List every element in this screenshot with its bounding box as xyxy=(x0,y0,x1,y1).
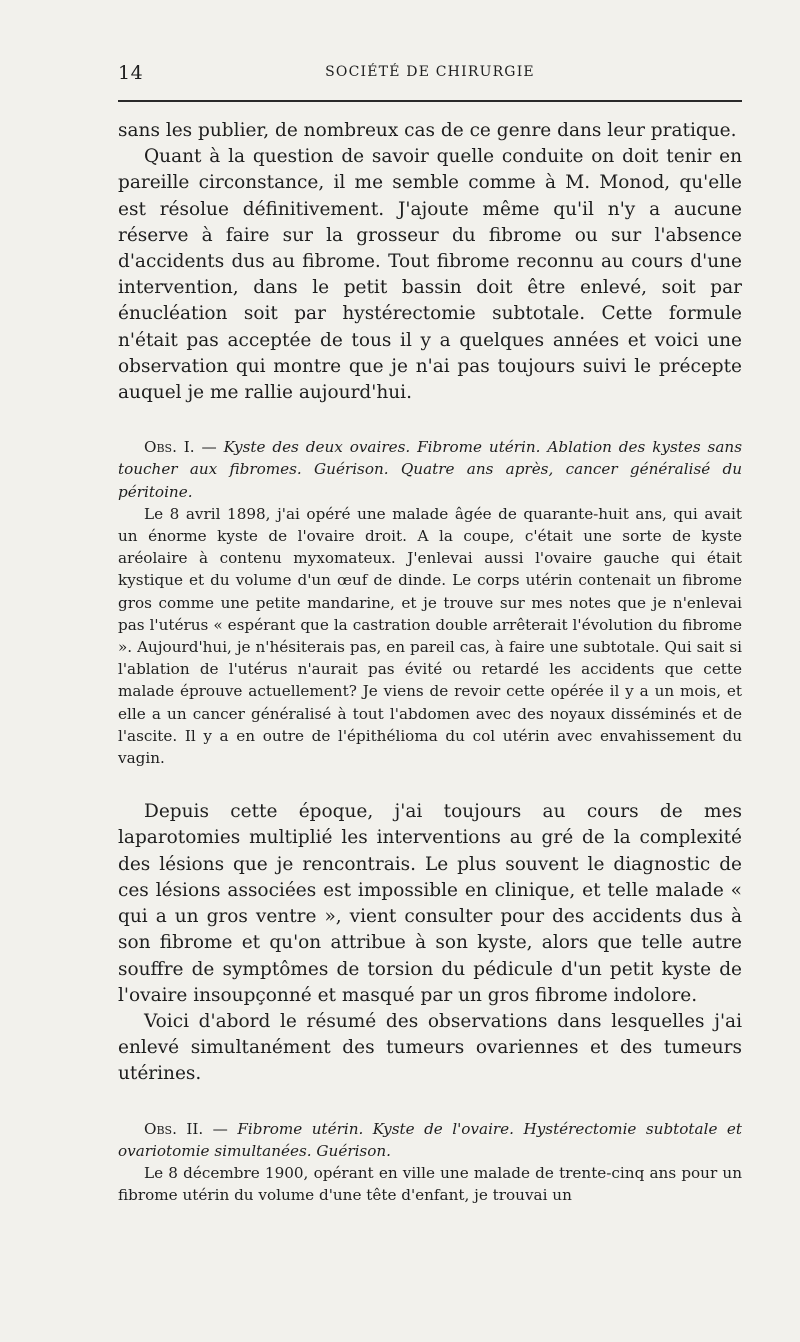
header-rule xyxy=(118,100,742,102)
observation-1-heading xyxy=(118,436,742,503)
observation-2-text: Le 8 décembre 1900, opérant en ville une malade de trente-cinq ans pour un fibrome utérin du volume d'une tête d'enfant, je trouvai un xyxy=(118,1163,742,1205)
observation-2-label: Obs. II. xyxy=(144,1119,204,1138)
observation-1-label: Obs. I. xyxy=(144,438,195,457)
observation-1-text: Le 8 avril 1898, j'ai opéré une malade âgée de quarante-huit ans, qui avait un énorme kyste de l'ovaire droit. A la coupe, c'était une sorte de kyste aréolaire à contenu myxomateux. J'enlevai aussi l'ovaire gauche qui était kystique et du volume d'un œuf de dinde. Le corps utérin contenait un fibrome gros comme une petite mandarine, et je trouve sur mes notes que je n'enlevai pas l'utérus « espérant que la castration double arrêterait l'évolution du fibrome ». Aujourd'hui, je n'hésiterais pas, en pareil cas, à faire une subtotale. Qui sait si l'ablation de l'utérus n'aurait pas évité ou retardé les accidents que cette malade éprouve actuellement? Je viens de revoir cette opérée il y a un mois, et elle a un cancer généralisé à tout l'abdomen avec des noyaux disséminés et de l'ascite. Il y a en outre de l'épithélioma du col utérin avec envahissement du vagin. xyxy=(118,504,742,768)
paragraph-3: Depuis cette époque, j'ai toujours au cours de mes laparotomies multiplié les interventions au gré de la complexité des lésions que je rencontrais. Le plus souvent le diagnostic de ces lésions associées est impossible en clinique, et telle malade « qui a un gros ventre », vient consulter pour des accidents dus à son fibrome et qu'on attribue à son kyste, alors que telle autre souffre de symptômes de torsion du pédicule d'un petit kyste de l'ovaire insoupçonné et masqué par un gros fibrome indolore. xyxy=(118,801,742,1006)
observation-1-title: Kyste des deux ovaires. Fibrome utérin. Ablation des kystes sans toucher aux fibromes. Guérison. Quatre ans après, cancer généralisé du péritoine. xyxy=(118,438,742,501)
spacer xyxy=(118,769,742,799)
paragraph-4: Voici d'abord le résumé des observations dans lesquelles j'ai enlevé simultanément des tumeurs ovariennes et des tumeurs utérines. xyxy=(118,1010,742,1085)
observation-2-heading xyxy=(118,1118,742,1162)
page-number: 14 xyxy=(118,62,144,84)
running-head: SOCIÉTÉ DE CHIRURGIE xyxy=(325,64,535,80)
observation-2-dash: — xyxy=(203,1119,238,1138)
page-header xyxy=(118,60,742,90)
observation-2-title: Fibrome utérin. Kyste de l'ovaire. Hystérectomie subtotale et ovariotomie simultanées. Guérison. xyxy=(118,1119,742,1160)
paragraph-1: sans les publier, de nombreux cas de ce genre dans leur pratique. xyxy=(118,120,737,141)
paragraph-2: Quant à la question de savoir quelle conduite on doit tenir en pareille circonstance, il me semble comme à M. Monod, qu'elle est résolue définitivement. J'ajoute même qu'il n'y a aucune réserve à faire sur la grosseur du fibrome ou sur l'absence d'accidents dus au fibrome. Tout fibrome reconnu au cours d'une intervention, dans le petit bassin doit être enlevé, soit par énucléation soit par hystérectomie subtotale. Cette formule n'était pas acceptée de tous il y a quelques années et voici une observation qui montre que je n'ai pas toujours suivi le précepte auquel je me rallie aujourd'hui. xyxy=(118,146,742,404)
body-text xyxy=(118,118,742,1206)
observation-1-dash: — xyxy=(194,438,224,457)
